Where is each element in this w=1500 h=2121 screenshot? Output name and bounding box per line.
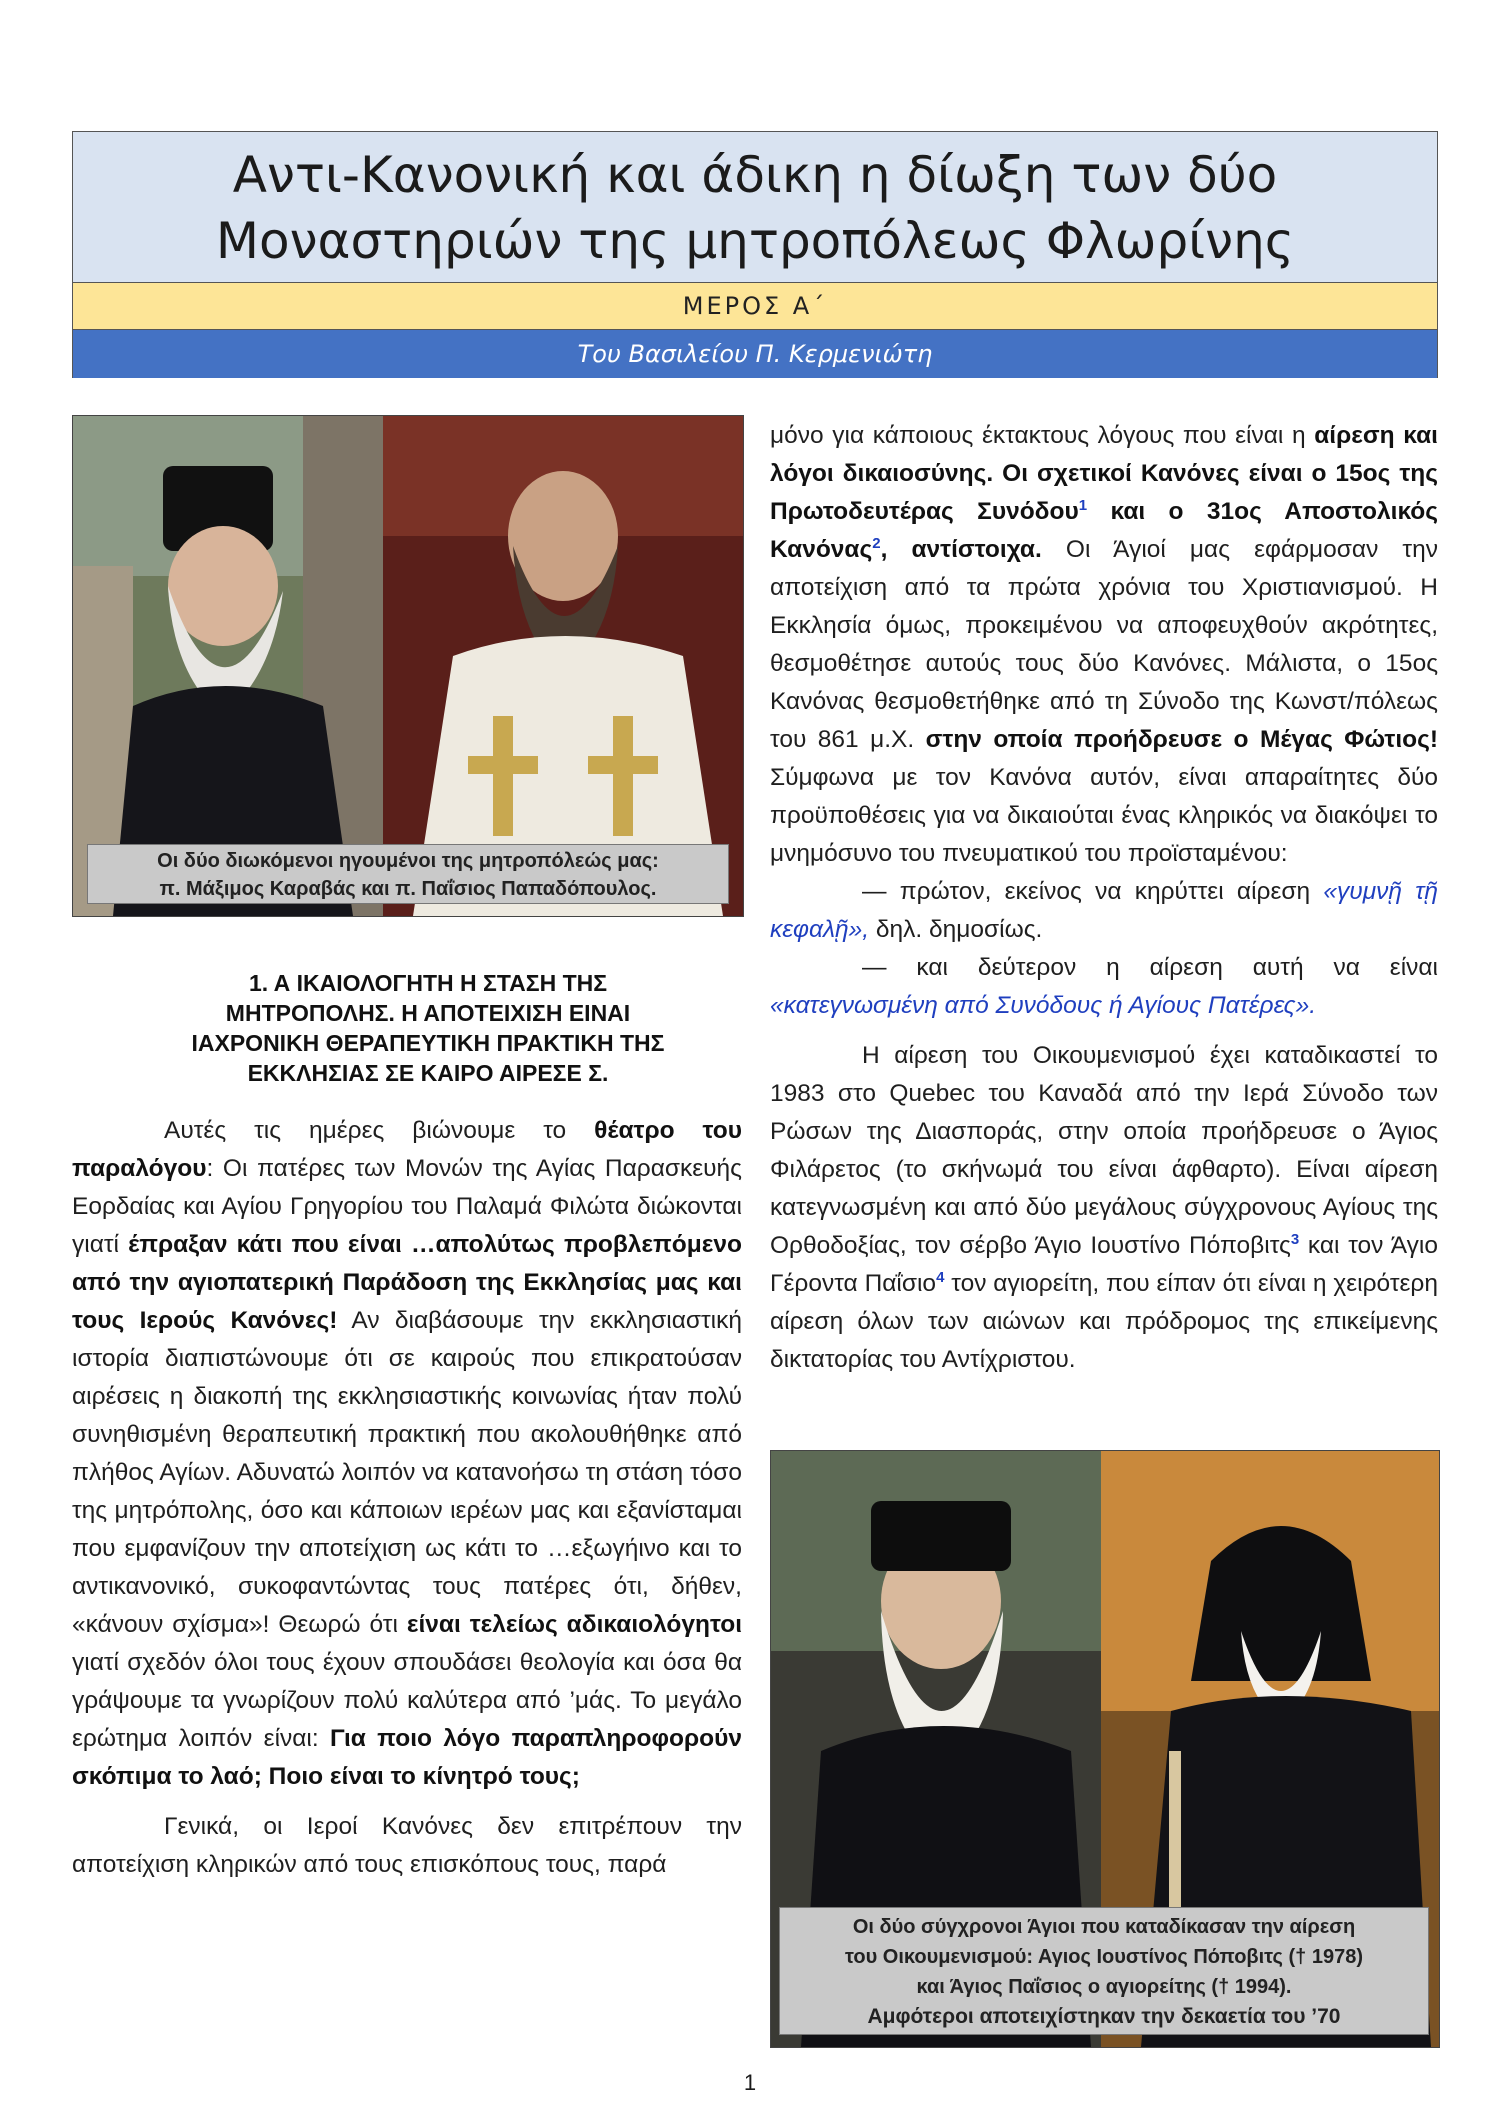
text-run: Η αίρεση του Οικουμενισμού έχει καταδικαστεί το 1983 στο Quebec του Καναδά από την Ιερά Σύνοδο των Ρώσων της Διασποράς, στην οποία προήδρευσε ο Άγιος Φιλάρετος (το σκήνωμά του είναι άφθαρτο). Είναι αίρεση κατεγνωσμένη και από δύο μεγάλους σύγχρονους Αγίους της Ορθοδοξίας, τον σέρβο Άγιο Ιουστίνο Πόποβιτς bbox=[770, 1042, 1438, 1259]
footnote-ref[interactable]: 3 bbox=[1290, 1230, 1300, 1248]
paragraph bbox=[72, 1808, 742, 1884]
abbots-photo-image bbox=[73, 416, 743, 916]
abbots-photo-caption bbox=[87, 844, 729, 904]
paragraph bbox=[770, 873, 1438, 949]
bold-run: Για ποιο λόγο παραπληροφορούν σκόπιμα το λαό; Ποιο είναι το κίνητρό τους; bbox=[72, 1725, 742, 1790]
author-line: Του Βασιλείου Π. Κερμενιώτη bbox=[73, 330, 1437, 378]
heading-line: 1. Α ΙΚΑΙΟΛΟΓΗΤΗ Η ΣΤΑΣΗ ΤΗΣ bbox=[248, 970, 608, 996]
part-label: ΜΕΡΟΣ Α΄ bbox=[73, 282, 1437, 330]
article-title bbox=[73, 132, 1437, 282]
left-column bbox=[72, 1112, 742, 1884]
paragraph bbox=[72, 1112, 742, 1796]
text-run: Οι Άγιοί μας εφάρμοσαν την αποτείχιση από τα πρώτα χρόνια του Χριστιανισμού. Η Εκκλησία όμως, προκειμένου να αποφευχθούν ακρότητες, θεσμοθέτησε αυτούς τους δύο Κανόνες. Μάλιστα, ο 15ος Κανόνας θεσμοθετήθηκε από τη Σύνοδο της Κωνστ/πόλεως του 861 μ.Χ. bbox=[770, 536, 1438, 753]
text-run: Γενικά, οι Ιεροί Κανόνες δεν επιτρέπουν την αποτείχιση κληρικών από τους επισκόπους τους, παρά bbox=[72, 1813, 742, 1878]
article-header bbox=[72, 131, 1438, 378]
paragraph bbox=[770, 949, 1438, 1025]
text-run: Αυτές τις ημέρες βιώνουμε το bbox=[164, 1117, 595, 1144]
heading-line: ΙΑΧΡΟΝΙΚΗ ΘΕΡΑΠΕΥΤΙΚΗ ΠΡΑΚΤΙΚΗ ΤΗΣ bbox=[191, 1030, 665, 1056]
caption-line: Αμφότεροι αποτειχίστηκαν την δεκαετία του ’70 bbox=[867, 2005, 1341, 2028]
section-heading bbox=[128, 968, 728, 1088]
bold-run: έπραξαν κάτι που είναι …απολύτως προβλεπόμενο από την αγιοπατερική Παράδοση της Εκκλησίας μας και τους Ιερούς Κανόνες! bbox=[72, 1231, 742, 1334]
bold-run: είναι τελείως αδικαιολόγητοι bbox=[406, 1611, 742, 1638]
text-run: — και δεύτερον η αίρεση αυτή να είναι bbox=[862, 954, 1438, 981]
text-run: μόνο για κάποιους έκτακτους λόγους που είναι η bbox=[770, 422, 1315, 449]
heading-line: ΜΗΤΡΟΠΟΛΗΣ. Η ΑΠΟΤΕΙΧΙΣΗ ΕΙΝΑΙ bbox=[225, 1000, 631, 1026]
text-run: και τον Άγιο Γέροντα Παΐσιο bbox=[770, 1232, 1438, 1297]
text-run: τον αγιορείτη, που είπαν ότι είναι η χειρότερη αίρεση όλων των αιώνων και πρόδρομος της επικείμενης δικτατορίας του Αντίχριστου. bbox=[770, 1270, 1438, 1373]
paragraph bbox=[770, 1037, 1438, 1379]
footnote-ref[interactable]: 2 bbox=[872, 534, 881, 552]
text-run: Αν διαβάσουμε την εκκλησιαστική ιστορία διαπιστώνουμε ότι σε καιρούς που επικρατούσαν αιρέσεις η διακοπή της εκκλησιαστικής κοινωνίας ήταν πολύ συνηθισμένη θεραπευτική πρακτική που ακολουθήθηκε από πλήθος Αγίων. Αδυνατώ λοιπόν να κατανοήσω τη στάση τόσο της μητρόπολης, όσο και κάποιων ιερέων μας και εξανίσταμαι που εμφανίζουν την αποτείχιση ως κάτι το …εξωγήινο και το αντικανονικό, συκοφαντώντας τους πατέρες ότι, δήθεν, «κάνουν σχίσμα»! Θεωρώ ότι bbox=[72, 1307, 742, 1638]
bold-run: και ο 31ος Αποστολικός Κανόνας bbox=[770, 498, 1438, 563]
quote-run: «γυμνῇ τῇ κεφαλῇ», bbox=[770, 878, 1438, 943]
photo-saints bbox=[770, 1450, 1440, 2048]
text-run: δηλ. δημοσίως. bbox=[869, 916, 1043, 943]
right-column bbox=[770, 417, 1438, 1379]
heading-line: ΕΚΚΛΗΣΙΑΣ ΣΕ ΚΑΙΡΟ ΑΙΡΕΣΕ Σ. bbox=[247, 1060, 609, 1086]
quote-run: «κατεγνωσμένη από Συνόδους ή Αγίους Πατέρες». bbox=[770, 992, 1317, 1019]
photo-abbots bbox=[72, 415, 744, 917]
bold-run: αίρεση και λόγοι δικαιοσύνης. Οι σχετικοί Κανόνες είναι ο 15ος της Πρωτοδευτέρας Συνόδου bbox=[770, 422, 1438, 525]
title-line-2: Μοναστηριών της μητροπόλεως Φλωρίνης bbox=[215, 212, 1295, 270]
saints-photo-caption bbox=[779, 1907, 1429, 2035]
caption-line: Οι δύο σύγχρονοι Άγιοι που καταδίκασαν την αίρεση bbox=[852, 1916, 1356, 1938]
text-run: Σύμφωνα με τον Κανόνα αυτόν, είναι απαραίτητες δύο προϋποθέσεις για να δικαιούται ένας κληρικός να διακόψει το μνημόσυνο του πνευματικού του προϊσταμένου: bbox=[770, 764, 1438, 867]
caption-line: και Άγιος Παΐσιος ο αγιορείτης († 1994). bbox=[916, 1976, 1292, 1998]
footnote-ref[interactable]: 1 bbox=[1078, 496, 1088, 514]
title-line-1: Αντι-Κανονική και άδικη η δίωξη των δύο bbox=[232, 146, 1278, 204]
bold-run: , αντίστοιχα. bbox=[880, 536, 1042, 563]
text-run: : Οι πατέρες των Μονών της Αγίας Παρασκευής Εορδαίας και Αγίου Γρηγορίου του Παλαμά Φιλώτα διώκονται γιατί bbox=[72, 1155, 742, 1258]
paragraph bbox=[770, 417, 1438, 873]
bold-run: στην οποία προήδρευσε ο Μέγας Φώτιος! bbox=[925, 726, 1439, 753]
caption-line: του Οικουμενισμού: Αγιος Ιουστίνος Πόποβιτς († 1978) bbox=[845, 1946, 1363, 1968]
caption-line: π. Μάξιμος Καραβάς και π. Παΐσιος Παπαδόπουλος. bbox=[159, 878, 657, 900]
text-run: — πρώτον, εκείνος να κηρύττει αίρεση bbox=[862, 878, 1324, 905]
bold-run: θέατρο του παραλόγου bbox=[72, 1117, 743, 1182]
footnote-ref[interactable]: 4 bbox=[936, 1268, 945, 1286]
page-number: 1 bbox=[743, 2070, 757, 2095]
caption-line: Οι δύο διωκόμενοι ηγουμένοι της μητροπόλεώς μας: bbox=[157, 850, 659, 872]
text-run: γιατί σχεδόν όλοι τους έχουν σπουδάσει θεολογία και όσα θα γράψουμε τα γνωρίζουν πολύ καλύτερα από ’μάς. Το μεγάλο ερώτημα λοιπόν είναι: bbox=[72, 1649, 742, 1752]
